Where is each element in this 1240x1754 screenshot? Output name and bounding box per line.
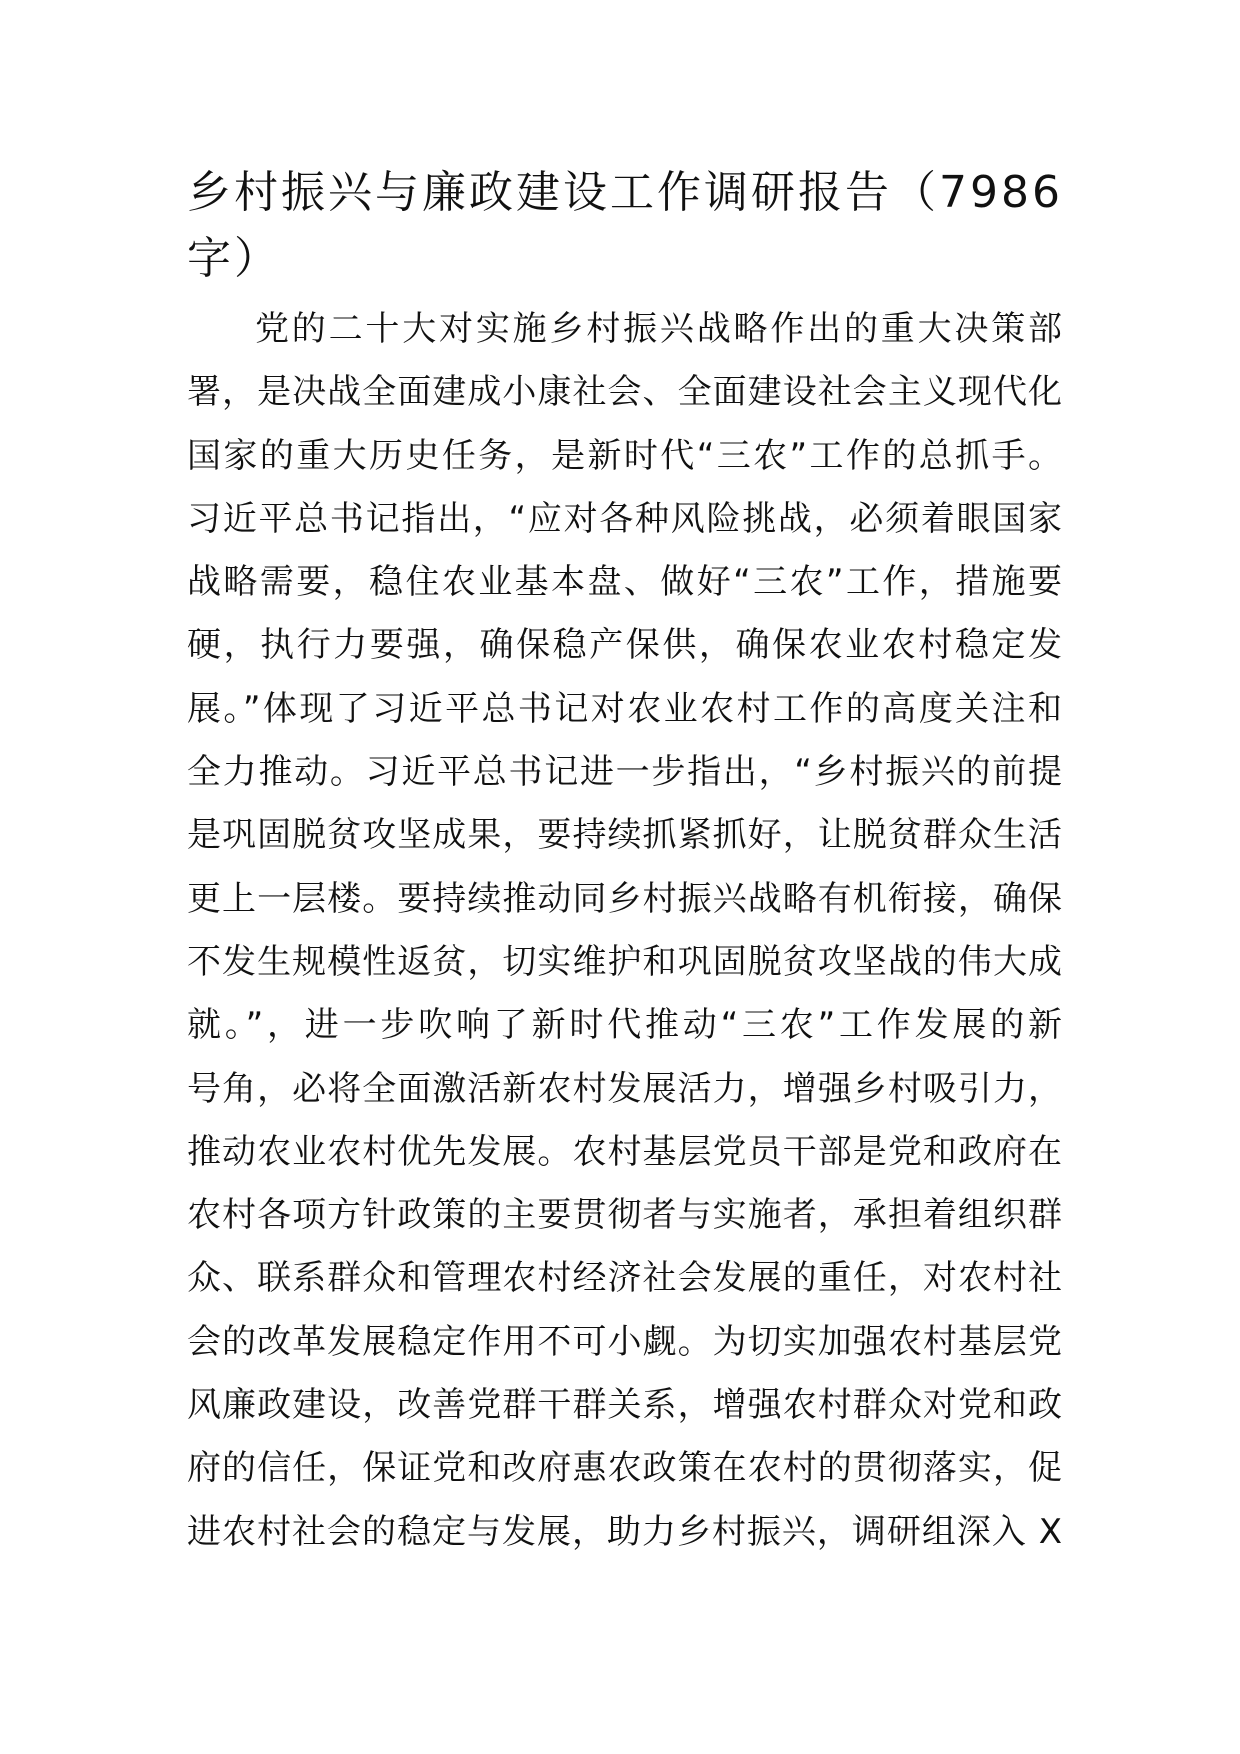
paragraph-line: 是巩固脱贫攻坚成果，要持续抓紧抓好，让脱贫群众生活 [187, 815, 1062, 856]
paragraph-line: 风廉政建设，改善党群干群关系，增强农村群众对党和政 [187, 1385, 1062, 1426]
body-paragraph [187, 298, 1062, 1564]
paragraph-line: 国家的重大历史任务，是新时代“三农”工作的总抓手。 [187, 435, 1062, 476]
paragraph-line: 众、联系群众和管理农村经济社会发展的重任，对农村社 [187, 1258, 1062, 1299]
paragraph-line: 战略需要，稳住农业基本盘、做好“三农”工作，措施要 [187, 562, 1062, 603]
paragraph-line: 进农村社会的稳定与发展，助力乡村振兴，调研组深入 X [187, 1511, 1062, 1552]
paragraph-line: 硬，执行力要强，确保稳产保供，确保农业农村稳定发 [187, 625, 1062, 666]
paragraph-line: 党的二十大对实施乡村振兴战略作出的重大决策部 [255, 309, 1062, 349]
title-line: 字） [187, 233, 281, 284]
paragraph-line: 全力推动。习近平总书记进一步指出，“乡村振兴的前提 [187, 752, 1062, 793]
document-title [187, 160, 1062, 292]
paragraph-line: 不发生规模性返贫，切实维护和巩固脱贫攻坚战的伟大成 [187, 941, 1062, 982]
paragraph-line: 府的信任，保证党和改府惠农政策在农村的贯彻落实，促 [187, 1448, 1062, 1489]
title-line: 乡村振兴与廉政建设工作调研报告（7986 [187, 167, 1063, 218]
paragraph-line: 署，是决战全面建成小康社会、全面建设社会主义现代化 [187, 372, 1062, 413]
paragraph-line: 就。”，进一步吹响了新时代推动“三农”工作发展的新 [187, 1005, 1062, 1046]
paragraph-line: 号角，必将全面激活新农村发展活力，增强乡村吸引力， [187, 1068, 1062, 1109]
paragraph-line: 农村各项方针政策的主要贯彻者与实施者，承担着组织群 [187, 1195, 1062, 1236]
paragraph-line: 会的改革发展稳定作用不可小觑。为切实加强农村基层党 [187, 1321, 1062, 1362]
paragraph-line: 推动农业农村优先发展。农村基层党员干部是党和政府在 [187, 1131, 1062, 1172]
paragraph-line: 习近平总书记指出，“应对各种风险挑战，必须着眼国家 [187, 498, 1062, 539]
paragraph-line: 展。”体现了习近平总书记对农业农村工作的高度关注和 [187, 688, 1062, 729]
paragraph-line: 更上一层楼。要持续推动同乡村振兴战略有机衔接，确保 [187, 878, 1062, 919]
